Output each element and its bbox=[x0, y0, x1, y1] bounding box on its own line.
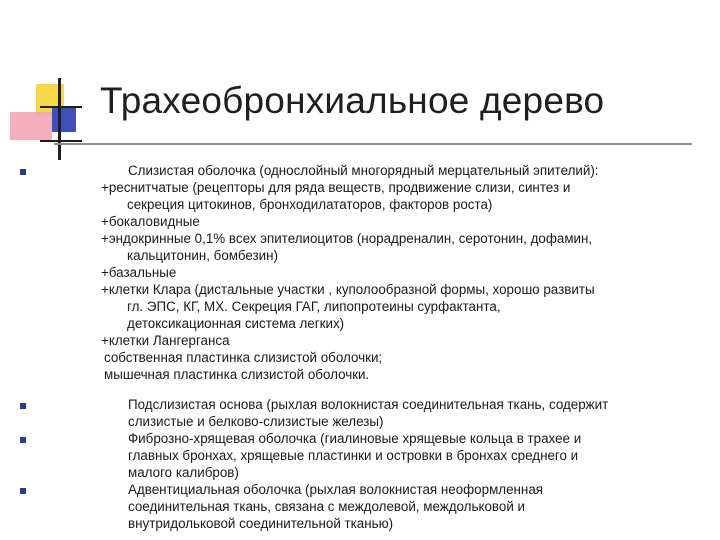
text-line: слизистые и белково-слизистые железы) bbox=[128, 414, 384, 429]
slide-title: Трахеобронхиальное дерево bbox=[100, 80, 605, 121]
logo-vertical-line bbox=[58, 78, 61, 160]
text-line: +реснитчатые (рецепторы для ряда веществ, продвижение слизи, синтез и bbox=[101, 180, 571, 195]
logo-horizontal-line-top bbox=[40, 106, 82, 108]
text-line: +эндокринные 0,1% всех эпителиоцитов (норадреналин, серотонин, дофамин, bbox=[101, 231, 593, 246]
text-line: Фиброзно-хрящевая оболочка (гиалиновые хрящевые кольца в трахее и bbox=[128, 431, 582, 446]
logo-horizontal-line-bottom bbox=[40, 140, 82, 142]
text-line: собственная пластинка слизистой оболочки; bbox=[104, 350, 383, 365]
text-line: мышечная пластинка слизистой оболочки. bbox=[104, 367, 370, 382]
text-line: малого калибров) bbox=[128, 465, 239, 480]
text-line: +клетки Лангерганса bbox=[101, 333, 230, 348]
text-line: кальцитонин, бомбезин) bbox=[127, 248, 278, 263]
logo-blue-square bbox=[52, 108, 76, 132]
text-line: Адвентициальная оболочка (рыхлая волокнистая неоформленная bbox=[128, 482, 544, 497]
text-line: Подслизистая основа (рыхлая волокнистая соединительная ткань, содержит bbox=[128, 397, 609, 412]
logo-red-square bbox=[10, 112, 52, 140]
text-line: главных бронхах, хрящевые пластинки и островки в бронхах среднего и bbox=[128, 448, 579, 463]
bullet-marker-icon bbox=[20, 169, 26, 175]
bullet-marker-icon bbox=[20, 488, 26, 494]
title-underline bbox=[54, 143, 692, 145]
text-line: +клетки Клара (дистальные участки , куполообразной формы, хорошо развиты bbox=[101, 282, 595, 297]
text-line: Слизистая оболочка (однослойный многорядный мерцательный эпителий): bbox=[128, 163, 599, 178]
text-line: внутридольковой соединительной тканью) bbox=[128, 516, 394, 531]
text-line: +бокаловидные bbox=[101, 214, 200, 229]
text-line: детоксикационная система легких) bbox=[127, 316, 345, 331]
text-line: +базальные bbox=[101, 265, 177, 280]
bullet-marker-icon bbox=[20, 403, 26, 409]
slide-logo-decoration bbox=[0, 0, 100, 160]
text-line: секреция цитокинов, бронходилататоров, факторов роста) bbox=[127, 197, 493, 212]
bullet-marker-icon bbox=[20, 437, 26, 443]
text-line: соединительная ткань, связана с междолевой, междольковой и bbox=[128, 499, 526, 514]
text-line: гл. ЭПС, КГ, МХ. Секреция ГАГ, липопротеины сурфактанта, bbox=[127, 299, 501, 314]
